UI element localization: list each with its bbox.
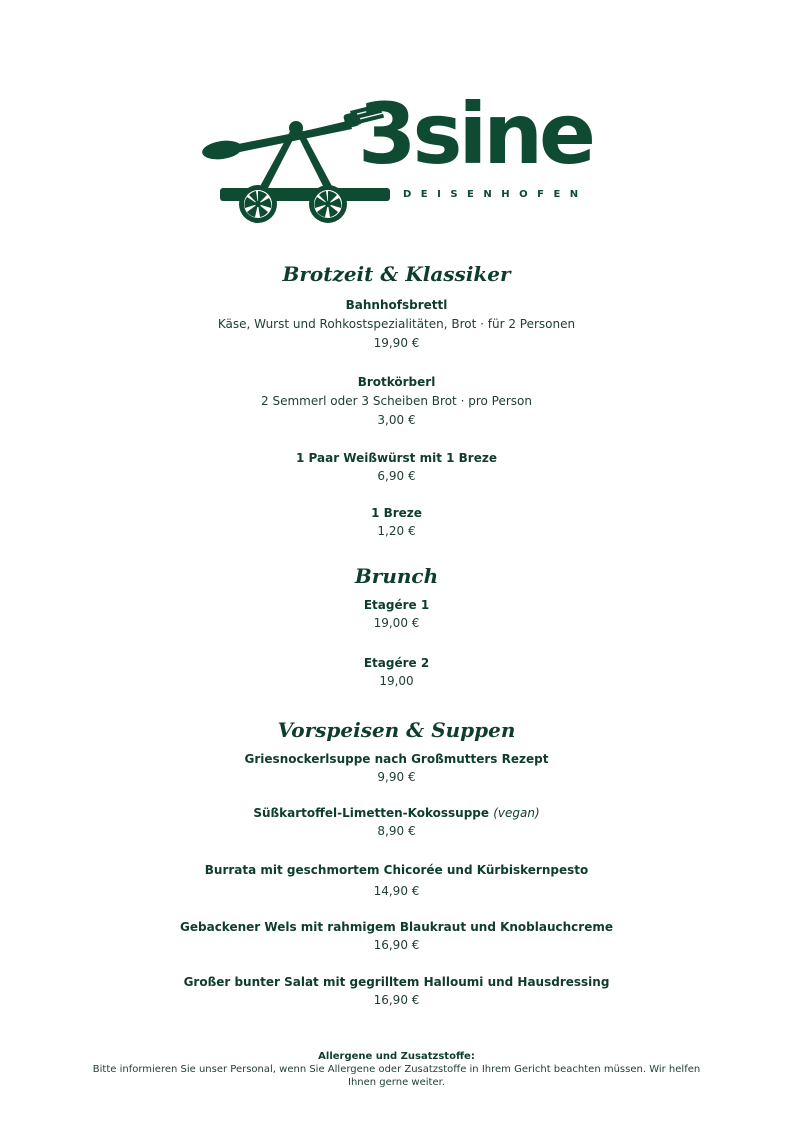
item-name: Burrata mit geschmortem Chicorée und Kürbiskernpesto: [204, 863, 589, 877]
item-price: 19,00 €: [373, 616, 420, 631]
item-name: Großer bunter Salat mit gegrilltem Halloumi und Hausdressing: [183, 975, 610, 989]
item-name: Süßkartoffel-Limetten-Kokossuppe: [253, 806, 490, 820]
item-price: 6,90 €: [377, 469, 416, 484]
item-name: Griesnockerlsuppe nach Großmutters Rezept: [244, 752, 549, 766]
item-name: 1 Paar Weißwürst mit 1 Breze: [296, 451, 497, 465]
menu-item: [0, 375, 793, 427]
item-name: Brotkörberl: [357, 375, 436, 389]
item-price: 9,90 €: [377, 770, 416, 785]
menu-item: [0, 863, 793, 899]
item-price: 19,00: [379, 674, 414, 689]
item-price: 8,90 €: [377, 824, 416, 839]
item-description: 2 Semmerl oder 3 Scheiben Brot · pro Person: [261, 394, 532, 409]
item-name: Gebackener Wels mit rahmigem Blaukraut und Knoblauchcreme: [180, 920, 613, 934]
section-title: Brotzeit & Klassiker: [282, 262, 511, 286]
menu-item: [0, 598, 793, 631]
item-name: Etagére 2: [363, 656, 430, 670]
menu-item: [0, 806, 793, 839]
allergen-title: Allergene und Zusatzstoffe:: [318, 1051, 475, 1062]
item-name: 1 Breze: [371, 506, 422, 520]
menu-item: [0, 451, 793, 484]
item-price: 16,90 €: [373, 938, 420, 953]
menu-item: [0, 656, 793, 689]
menu-item: [0, 298, 793, 350]
item-price: 14,90 €: [373, 884, 420, 899]
menu-item: [0, 506, 793, 539]
item-price: 3,00 €: [377, 412, 416, 427]
menu-item: [0, 752, 793, 785]
menu-item: [0, 920, 793, 953]
section-title: Brunch: [354, 564, 439, 588]
item-name: Bahnhofsbrettl: [345, 298, 448, 312]
allergen-notice: [90, 1050, 703, 1089]
section-title: Vorspeisen & Suppen: [277, 718, 516, 742]
item-name: Etagére 1: [363, 598, 430, 612]
item-name-wrapper: [0, 806, 793, 820]
item-note: (vegan): [493, 806, 540, 820]
item-price: 19,90 €: [373, 335, 420, 350]
item-price: 16,90 €: [373, 993, 420, 1008]
wheel-left-icon: [239, 185, 277, 223]
wheel-right-icon: [309, 185, 347, 223]
allergen-text: Bitte informieren Sie unser Personal, wenn Sie Allergene oder Zusatzstoffe in Ihrem Gericht beachten müssen. Wir helfen Ihnen gerne weiter.: [92, 1064, 701, 1088]
brand-place: DEISENHOFEN: [403, 189, 588, 200]
brand-logo: [200, 85, 610, 230]
item-price: 1,20 €: [377, 524, 416, 539]
brand-name: 3sine: [358, 85, 593, 183]
menu-item: [0, 975, 793, 1008]
item-description: Käse, Wurst und Rohkostspezialitäten, Brot · für 2 Personen: [217, 317, 576, 332]
